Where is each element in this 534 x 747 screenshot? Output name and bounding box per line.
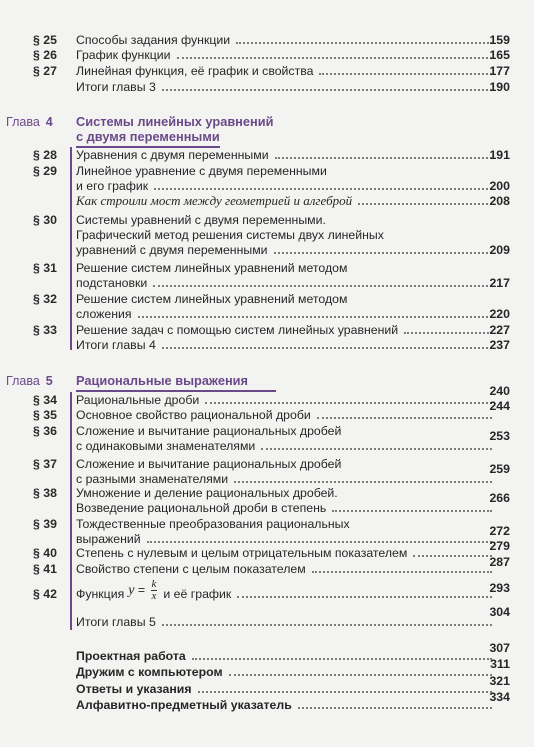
entry-text-row [76, 392, 498, 408]
entry-title: Линейное уравнение с двумя переменными [76, 164, 327, 178]
page-number: 209 [489, 243, 510, 257]
formula-fraction [151, 579, 158, 602]
leader-dots [275, 157, 492, 159]
entry-text-row [76, 178, 498, 194]
entry-text-row [76, 664, 498, 680]
entry-text-row [76, 79, 498, 95]
entry-title: Сложение и вычитание рациональных дробей [76, 424, 342, 438]
entry-text-row [76, 614, 498, 630]
page-number: 244 [489, 399, 510, 413]
leader-dots [236, 42, 492, 44]
section-number: § 37 [33, 457, 57, 471]
entry-title: Функция [76, 587, 125, 601]
entry-text-row [76, 322, 498, 338]
entry-text-row [76, 337, 498, 353]
entry-title: Линейная функция, её график и свойства [76, 64, 314, 78]
entry-title: Рациональные дроби [76, 393, 200, 407]
entry-title: Проектная работа [76, 649, 186, 663]
page-number: 240 [489, 384, 510, 398]
chapter-label [6, 114, 53, 130]
leader-dots [147, 541, 492, 543]
entry-text-row [76, 147, 498, 163]
section-number: § 42 [33, 587, 57, 601]
entry-title: с разными знаменателями [76, 472, 229, 486]
entry-text-row [76, 212, 498, 228]
page-number: 334 [489, 690, 510, 704]
entry-title: Решение систем линейных уравнений методом [76, 261, 348, 275]
section-number: § 28 [33, 148, 57, 162]
entry-title: Итоги главы 5 [76, 615, 156, 629]
leader-dots [237, 596, 492, 598]
page-number: 266 [489, 491, 510, 505]
section-number: § 34 [33, 393, 57, 407]
entry-title: Решение задач с помощью систем линейных уравнений [76, 323, 399, 337]
entry-text-row [76, 260, 498, 276]
leader-dots [162, 89, 492, 91]
page-number: 227 [489, 323, 510, 337]
page-number: 217 [489, 276, 510, 290]
entry-text-row [76, 545, 498, 561]
leader-dots [298, 707, 492, 709]
formula-denominator: x [151, 590, 157, 602]
entry-text-row [76, 407, 498, 423]
page-number: 253 [489, 429, 510, 443]
leader-dots [317, 417, 492, 419]
leader-dots [274, 252, 492, 254]
section-number: § 40 [33, 546, 57, 560]
leader-dots [205, 402, 492, 404]
entry-title: Умножение и деление рациональных дробей. [76, 486, 338, 500]
chapter-number: 4 [45, 115, 53, 129]
entry-text-row [76, 306, 498, 322]
entry-text-row [76, 516, 498, 532]
chapter-label [6, 373, 53, 389]
page-number: 304 [489, 605, 510, 619]
chapter-word: Глава [6, 115, 40, 129]
entry-title: Возведение рациональной дроби в степень [76, 501, 327, 515]
entry-title: Дружим с компьютером [76, 665, 223, 679]
leader-dots [261, 448, 492, 450]
leader-dots [192, 658, 492, 660]
page-number: 279 [489, 539, 510, 553]
leader-dots [319, 73, 492, 75]
section-number: § 38 [33, 486, 57, 500]
entry-title: Алфавитно-предметный указатель [76, 698, 292, 712]
page-number: 220 [489, 307, 510, 321]
entry-text-row [76, 227, 498, 243]
leader-dots [162, 624, 492, 626]
entry-text-row [76, 456, 498, 472]
entry-title: Итоги главы 4 [76, 338, 156, 352]
entry-title: Решение систем линейных уравнений методом [76, 292, 348, 306]
page-number: 190 [489, 80, 510, 94]
entry-title: Тождественные преобразования рациональных [76, 517, 350, 531]
leader-dots [162, 347, 492, 349]
chapter-title-line2: с двумя переменными [76, 129, 220, 148]
entry-text-row [76, 485, 498, 501]
entry-title: Свойство степени с целым показателем [76, 562, 306, 576]
entry-title: с одинаковыми знаменателями [76, 439, 256, 453]
chapter-title: Рациональные выражения [76, 373, 276, 392]
page-number: 165 [489, 48, 510, 62]
page-number: 237 [489, 338, 510, 352]
leader-dots [332, 510, 492, 512]
entry-title: Ответы и указания [76, 682, 192, 696]
chapter-title-line1: Системы линейных уравнений [76, 114, 274, 129]
entry-text-row [76, 163, 498, 179]
section-number: § 39 [33, 517, 57, 531]
section-number: § 32 [33, 292, 57, 306]
leader-dots [229, 674, 492, 676]
page-number: 208 [489, 194, 510, 208]
section-number: § 41 [33, 562, 57, 576]
page-number: 321 [489, 674, 510, 688]
formula-y: y [128, 582, 135, 598]
entry-text-row [76, 291, 498, 307]
page-number: 177 [489, 64, 510, 78]
page-number: 259 [489, 462, 510, 476]
entry-title: выражений [76, 532, 141, 546]
formula-eq: = [137, 582, 146, 597]
entry-text-row [76, 500, 498, 516]
page-number: 311 [490, 657, 510, 671]
page-number: 307 [489, 641, 510, 655]
page-number: 293 [489, 581, 510, 595]
entry-text-row [76, 47, 498, 63]
section-number: § 35 [33, 408, 57, 422]
entry-text-row [76, 648, 498, 664]
entry-text-row [76, 193, 498, 209]
leader-dots [198, 691, 492, 693]
entry-title: уравнений с двумя переменными [76, 243, 268, 257]
entry-text-row [76, 681, 498, 697]
entry-title: и его график [76, 179, 149, 193]
page-number: 272 [489, 524, 510, 538]
entry-text-row [76, 423, 498, 439]
entry-text-row [76, 561, 498, 577]
page-number: 287 [489, 555, 510, 569]
section-number: § 26 [33, 48, 57, 62]
leader-dots [138, 316, 492, 318]
entry-text-row [76, 697, 498, 713]
entry-title: Итоги главы 3 [76, 80, 156, 94]
section-number: § 30 [33, 213, 57, 227]
entry-title: Системы уравнений с двумя переменными. [76, 213, 326, 227]
entry-title: Степень с нулевым и целым отрицательным показателем [76, 546, 408, 560]
entry-title: Сложение и вычитание рациональных дробей [76, 457, 342, 471]
section-number: § 31 [33, 261, 57, 275]
entry-title: подстановки [76, 276, 148, 290]
entry-text-row [76, 438, 498, 454]
chapter-number: 5 [45, 374, 53, 388]
section-number: § 27 [33, 64, 57, 78]
entry-text-row [76, 275, 498, 291]
entry-text-row [76, 578, 498, 602]
chapter-word: Глава [6, 374, 40, 388]
section-number: § 33 [33, 323, 57, 337]
entry-title: Графический метод решения системы двух линейных [76, 228, 384, 242]
section-number: § 29 [33, 164, 57, 178]
leader-dots [177, 57, 492, 59]
entry-text-row [76, 32, 498, 48]
formula [128, 579, 159, 602]
section-number: § 36 [33, 424, 57, 438]
entry-title-after: и её график [163, 587, 232, 601]
entry-text-row [76, 63, 498, 79]
entry-text-row [76, 242, 498, 258]
page-number: 200 [489, 179, 510, 193]
page-number: 191 [489, 148, 510, 162]
entry-title: График функции [76, 48, 171, 62]
leader-dots [312, 571, 492, 573]
entry-title: Как строили мост между геометрией и алгеброй [76, 193, 353, 208]
leader-dots [234, 481, 492, 483]
leader-dots [154, 188, 492, 190]
entry-title: Способы задания функции [76, 33, 231, 47]
formula-numerator: k [151, 578, 157, 590]
page-number: 159 [489, 33, 510, 47]
entry-title: Уравнения с двумя переменными [76, 148, 269, 162]
section-number: § 25 [33, 33, 57, 47]
entry-title: сложения [76, 307, 132, 321]
entry-title: Основное свойство рациональной дроби [76, 408, 311, 422]
leader-dots [153, 285, 492, 287]
